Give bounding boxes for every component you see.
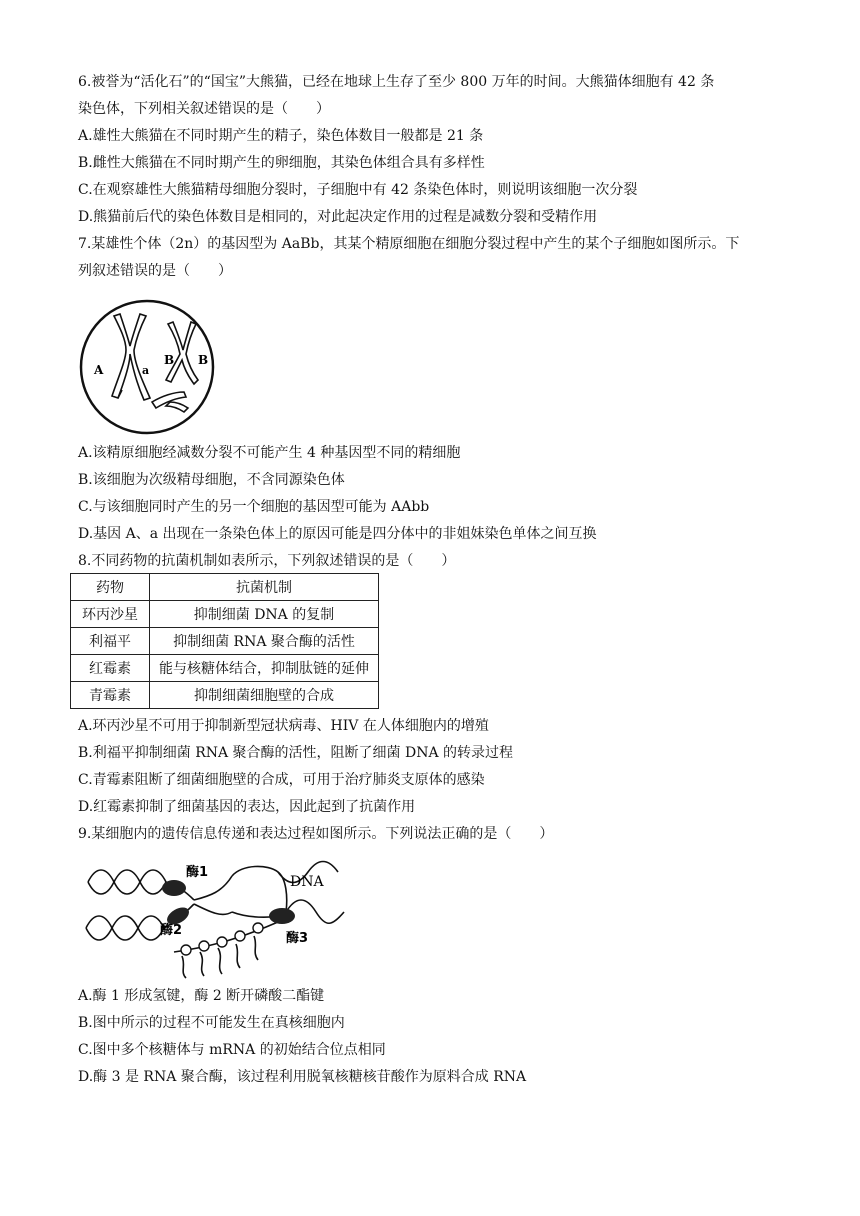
table-cell-mechanism: 能与核糖体结合，抑制肽链的延伸 <box>150 655 379 682</box>
q6-stem-line2: 染色体，下列相关叙述错误的是（ ） <box>78 101 330 117</box>
q8-option-d: D.红霉素抑制了细菌基因的表达，因此起到了抗菌作用 <box>78 799 416 815</box>
ribosomes <box>181 923 263 955</box>
table-cell-drug: 环丙沙星 <box>71 601 150 628</box>
q7-option-a: A.该精原细胞经减数分裂不可能产生 4 种基因型不同的精细胞 <box>78 445 461 461</box>
q8-option-b: B.利福平抑制细菌 RNA 聚合酶的活性，阻断了细菌 DNA 的转录过程 <box>78 745 514 761</box>
q7-option-b: B.该细胞为次级精母细胞，不含同源染色体 <box>78 472 345 488</box>
table-row <box>71 601 379 628</box>
table-cell-mechanism: 抑制细菌 DNA 的复制 <box>150 601 379 628</box>
table-cell-drug: 青霉素 <box>71 682 150 709</box>
cell-division-figure <box>78 298 218 436</box>
gene-label-a-upper: A <box>94 363 104 377</box>
enzyme3-label: 酶3 <box>286 931 309 946</box>
chromosome-small <box>152 392 188 412</box>
q7-option-d: D.基因 A、a 出现在一条染色体上的原因可能是四分体中的非姐妹染色单体之间互换 <box>78 526 597 542</box>
enzyme3-shape <box>269 908 295 924</box>
q6-option-d: D.熊猫前后代的染色体数目是相同的，对此起决定作用的过程是减数分裂和受精作用 <box>78 209 598 225</box>
q7-option-c: C.与该细胞同时产生的另一个细胞的基因型可能为 AAbb <box>78 499 430 515</box>
table-header-row <box>71 574 379 601</box>
q9-option-b: B.图中所示的过程不可能发生在真核细胞内 <box>78 1015 345 1031</box>
q8-option-a: A.环丙沙星不可用于抑制新型冠状病毒、HIV 在人体细胞内的增殖 <box>78 718 489 734</box>
enzyme2-label: 酶2 <box>160 923 183 938</box>
table-row <box>71 682 379 709</box>
table-cell-mechanism: 抑制细菌细胞壁的合成 <box>150 682 379 709</box>
chromosome-aa <box>112 314 150 400</box>
enzyme1-label: 酶1 <box>186 865 209 880</box>
q9-option-c: C.图中多个核糖体与 mRNA 的初始结合位点相同 <box>78 1042 386 1058</box>
q8-stem: 8.不同药物的抗菌机制如表所示，下列叙述错误的是（ ） <box>78 553 456 569</box>
gene-label-b-right: B <box>198 353 209 367</box>
table-row <box>71 628 379 655</box>
table-header-drug: 药物 <box>71 574 150 601</box>
enzyme1-shape <box>162 880 186 896</box>
table-cell-drug: 红霉素 <box>71 655 150 682</box>
q6-stem-line1: 6.被誉为“活化石”的“国宝”大熊猫，已经在地球上生存了至少 800 万年的时间。大熊猫体细胞有 42 条 <box>78 74 715 90</box>
gene-label-a-lower: a <box>142 364 150 377</box>
q9-option-a: A.酶 1 形成氢键，酶 2 断开磷酸二酯键 <box>78 988 325 1004</box>
q6-option-b: B.雌性大熊猫在不同时期产生的卵细胞，其染色体组合具有多样性 <box>78 155 485 171</box>
dna-label: DNA <box>290 874 324 890</box>
q9-option-d: D.酶 3 是 RNA 聚合酶，该过程利用脱氧核糖核苷酸作为原料合成 RNA <box>78 1069 527 1085</box>
q8-option-c: C.青霉素阻断了细菌细胞壁的合成，可用于治疗肺炎支原体的感染 <box>78 772 485 788</box>
table-header-mechanism: 抗菌机制 <box>150 574 379 601</box>
q6-option-a: A.雄性大熊猫在不同时期产生的精子，染色体数目一般都是 21 条 <box>78 128 484 144</box>
dna-transcription-figure <box>82 856 352 980</box>
table-row <box>71 655 379 682</box>
q7-stem-line2: 列叙述错误的是（ ） <box>78 263 232 279</box>
q9-stem: 9.某细胞内的遗传信息传递和表达过程如图所示。下列说法正确的是（ ） <box>78 826 554 842</box>
gene-label-b-left: B <box>164 353 175 367</box>
table-cell-mechanism: 抑制细菌 RNA 聚合酶的活性 <box>150 628 379 655</box>
antibiotic-table <box>70 573 379 709</box>
table-cell-drug: 利福平 <box>71 628 150 655</box>
q6-option-c: C.在观察雄性大熊猫精母细胞分裂时，子细胞中有 42 条染色体时，则说明该细胞一次分裂 <box>78 182 638 198</box>
q7-stem-line1: 7.某雄性个体（2n）的基因型为 AaBb，其某个精原细胞在细胞分裂过程中产生的某个子细胞如图所示。下 <box>78 236 740 252</box>
